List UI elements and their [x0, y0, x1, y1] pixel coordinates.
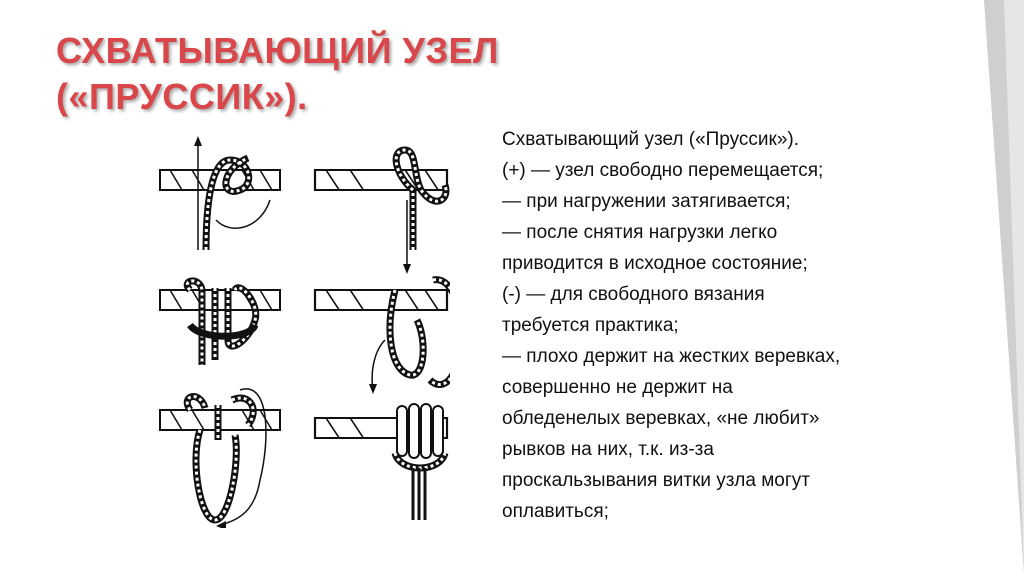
description-heading: Схватывающий узел («Пруссик»).: [502, 129, 800, 150]
description-line: приводится в исходное состояние;: [502, 253, 808, 274]
knot-step-6-figure: [315, 404, 447, 520]
description-line: оплавиться;: [502, 501, 609, 522]
slide-title-line-2: («ПРУССИК»).: [56, 76, 308, 117]
page-corner-decoration: [984, 0, 1024, 574]
description-line: (-) — для свободного вязания: [502, 284, 765, 305]
description-line: рывков на них, т.к. из-за: [502, 439, 714, 460]
slide-title-line-1: СХВАТЫВАЮЩИЙ УЗЕЛ: [56, 30, 499, 71]
description-line: требуется практика;: [502, 315, 679, 336]
prusik-knot-steps-illustration: [150, 128, 450, 528]
description-line: (+) — узел свободно перемещается;: [502, 160, 824, 181]
description-line: совершенно не держит на: [502, 377, 733, 398]
knot-step-1-figure: [160, 136, 280, 250]
description-line: обледенелых веревках, «не любит»: [502, 408, 820, 429]
slide-title: [56, 28, 816, 120]
knot-description: [502, 124, 972, 527]
description-line: — после снятия нагрузки легко: [502, 222, 778, 243]
knot-step-2-figure: [315, 150, 447, 274]
description-line: проскальзывания витки узла могут: [502, 470, 810, 491]
knot-step-3-figure: [160, 281, 280, 365]
description-line: — плохо держит на жестких веревках,: [502, 346, 841, 367]
knot-step-5-figure: [160, 389, 280, 528]
description-line: — при нагружении затягивается;: [502, 191, 791, 212]
knot-step-4-figure: [315, 280, 450, 394]
